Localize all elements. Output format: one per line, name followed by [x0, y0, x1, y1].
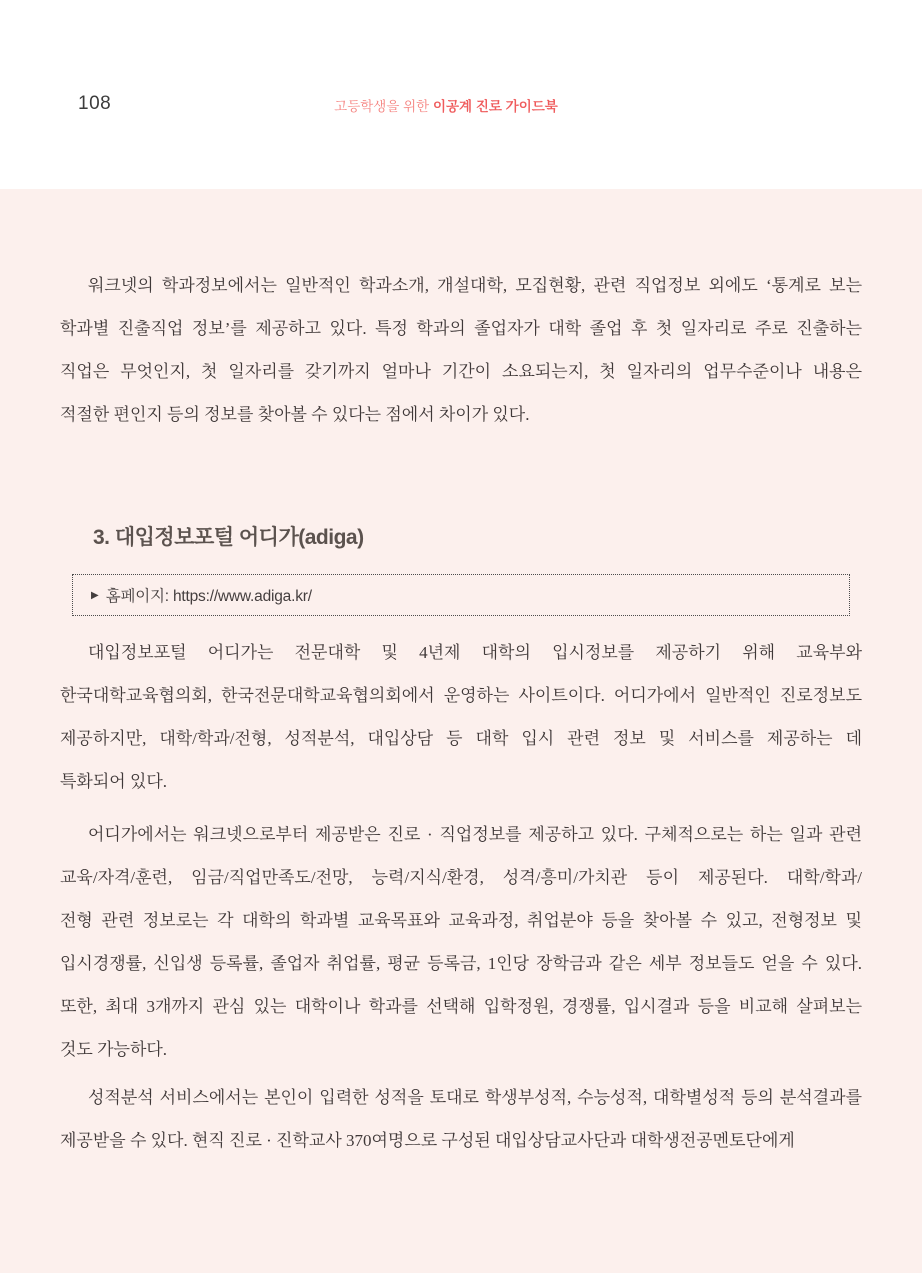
text-line: 적절한 편인지 등의 정보를 찾아볼 수 있다는 점에서 차이가 있다.	[60, 405, 530, 424]
section-heading: 3. 대입정보포털 어디가(adiga)	[93, 526, 364, 549]
text-line: 교육/자격/훈련, 임금/직업만족도/전망, 능력/지식/환경, 성격/흥미/가치관 등이 제공된다. 대학/학과/	[60, 868, 862, 887]
text-line: 학과별 진출직업 정보’를 제공하고 있다. 특정 학과의 졸업자가 대학 졸업 후 첫 일자리로 주로 진출하는	[60, 319, 862, 338]
text-line: 대입정보포털 어디가는 전문대학 및 4년제 대학의 입시정보를 제공하기 위해 교육부와	[88, 643, 862, 662]
homepage-url-text[interactable]: 홈페이지: https://www.adiga.kr/	[105, 588, 312, 605]
text-line: 어디가에서는 워크넷으로부터 제공받은 진로 · 직업정보를 제공하고 있다. 구체적으로는 하는 일과 관련	[88, 825, 862, 844]
content-column	[60, 264, 862, 1162]
text-line: 특화되어 있다.	[60, 772, 168, 791]
text-line: 성적분석 서비스에서는 본인이 입력한 성적을 토대로 학생부성적, 수능성적, 대학별성적 등의 분석결과를	[88, 1088, 862, 1107]
running-header-prefix: 고등학생을 위한	[334, 99, 433, 114]
content-panel	[0, 189, 922, 1273]
arrow-right-icon: ▶	[91, 589, 99, 601]
text-line: 또한, 최대 3개까지 관심 있는 대학이나 학과를 선택해 입학정원, 경쟁률, 입시결과 등을 비교해 살펴보는	[60, 997, 862, 1016]
text-line: 제공받을 수 있다. 현직 진로 · 진학교사 370여명으로 구성된 대입상담교사단과 대학생전공멘토단에게	[60, 1131, 795, 1150]
text-line: 워크넷의 학과정보에서는 일반적인 학과소개, 개설대학, 모집현황, 관련 직업정보 외에도 ‘통계로 보는	[88, 276, 862, 295]
text-line: 전형 관련 정보로는 각 대학의 학과별 교육목표와 교육과정, 취업분야 등을 찾아볼 수 있고, 전형정보 및	[60, 911, 862, 930]
running-header-title: 이공계 진로 가이드북	[432, 99, 558, 114]
body-paragraph	[60, 1076, 862, 1162]
text-line: 직업은 무엇인지, 첫 일자리를 갖기까지 얼마나 기간이 소요되는지, 첫 일자리의 업무수준이나 내용은	[60, 362, 862, 381]
body-paragraph	[60, 631, 862, 803]
homepage-box	[72, 574, 850, 616]
text-line: 한국대학교육협의회, 한국전문대학교육협의회에서 운영하는 사이트이다. 어디가에서 일반적인 진로정보도	[60, 686, 862, 705]
running-header	[0, 99, 892, 114]
text-line: 것도 가능하다.	[60, 1040, 168, 1059]
page-number: 108	[78, 93, 112, 114]
intro-paragraph	[60, 264, 862, 436]
body-paragraph	[60, 813, 862, 1071]
text-line: 제공하지만, 대학/학과/전형, 성적분석, 대입상담 등 대학 입시 관련 정보 및 서비스를 제공하는 데	[60, 729, 862, 748]
text-line: 입시경쟁률, 신입생 등록률, 졸업자 취업률, 평균 등록금, 1인당 장학금과 같은 세부 정보들도 얻을 수 있다.	[60, 954, 862, 973]
